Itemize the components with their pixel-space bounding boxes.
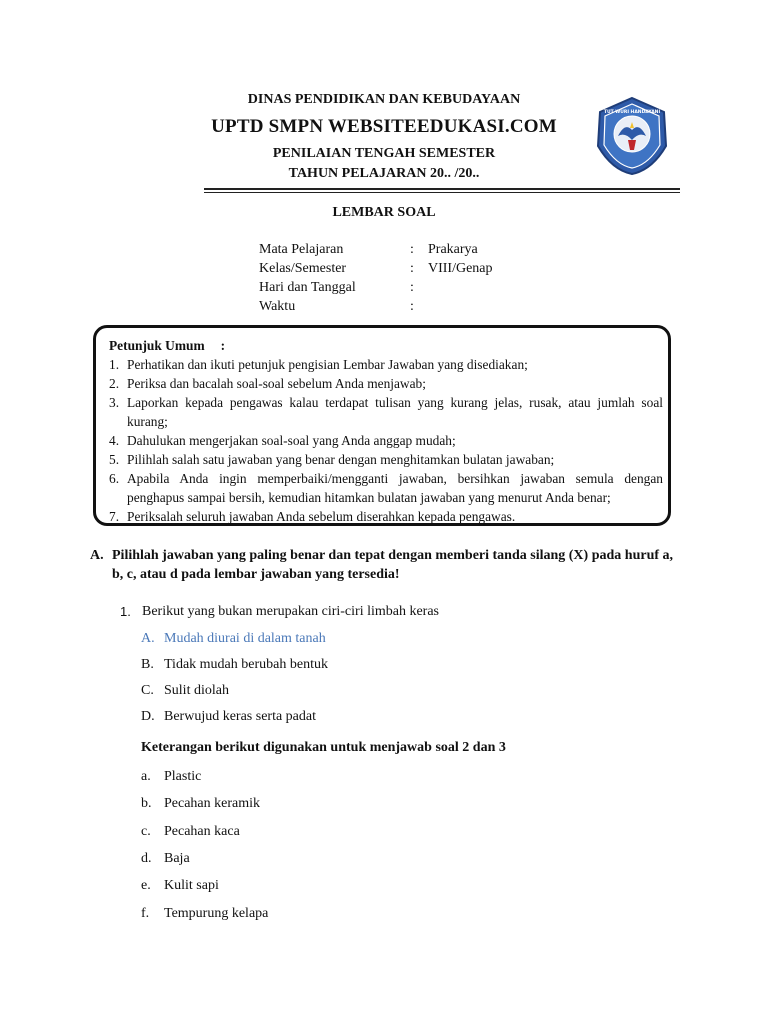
instruction-number: 7. [109, 509, 120, 524]
instruction-item [109, 374, 663, 393]
instructions-list [109, 355, 663, 526]
item-label: e. [141, 878, 151, 893]
header-rule-thick [204, 188, 680, 190]
instruction-item [109, 507, 663, 526]
instruction-text: Periksa dan bacalah soal-soal sebelum Anda menjawab; [127, 376, 426, 391]
info-label: Mata Pelajaran [259, 242, 344, 257]
instruction-item [109, 355, 663, 374]
info-colon: : [410, 280, 414, 295]
item-label: c. [141, 824, 151, 839]
tut-wuri-handayani-logo [592, 96, 672, 176]
instructions-box [93, 325, 671, 526]
question-number: 1. [120, 604, 131, 619]
instruction-item [109, 393, 663, 431]
item-label: b. [141, 796, 152, 811]
sheet-title: LEMBAR SOAL [332, 205, 436, 220]
instruction-text: Dahulukan mengerjakan soal-soal yang Anda anggap mudah; [127, 433, 456, 448]
instruction-text: Pilihlah salah satu jawaban yang benar dengan menghitamkan bulatan jawaban; [127, 452, 555, 467]
info-value: Prakarya [428, 242, 478, 257]
instruction-number: 3. [109, 395, 120, 410]
academic-year: TAHUN PELAJARAN 20.. /20.. [288, 166, 480, 181]
header-rule-thin [204, 192, 680, 193]
instruction-number: 6. [109, 471, 120, 486]
option-text: Sulit diolah [164, 683, 229, 698]
instruction-number: 4. [109, 433, 120, 448]
section-instruction: Pilihlah jawaban yang paling benar dan tepat dengan memberi tanda silang (X) pada huruf a, b, c, atau d pada lembar jawaban yang tersedia! [112, 548, 674, 582]
item-text: Tempurung kelapa [164, 906, 269, 921]
info-colon: : [410, 242, 414, 257]
info-label: Hari dan Tanggal [259, 280, 356, 295]
instructions-title-text: Petunjuk Umum [109, 338, 205, 353]
item-label: f. [141, 906, 150, 921]
info-label: Waktu [259, 299, 296, 314]
instruction-text: Perhatikan dan ikuti petunjuk pengisian Lembar Jawaban yang disediakan; [127, 357, 528, 372]
instruction-number: 2. [109, 376, 120, 391]
instruction-item [109, 431, 663, 450]
option-text: Berwujud keras serta padat [164, 709, 316, 724]
item-text: Kulit sapi [164, 878, 219, 893]
option-text: Tidak mudah berubah bentuk [164, 657, 328, 672]
option-label: D. [141, 709, 155, 724]
item-label: a. [141, 769, 151, 784]
option-text: Mudah diurai di dalam tanah [164, 631, 326, 646]
exam-title: PENILAIAN TENGAH SEMESTER [272, 146, 496, 161]
instructions-title [109, 336, 663, 355]
info-colon: : [410, 299, 414, 314]
item-text: Pecahan kaca [164, 824, 240, 839]
instruction-item [109, 450, 663, 469]
info-value: VIII/Genap [428, 261, 493, 276]
school-name: UPTD SMPN WEBSITEEDUKASI.COM [211, 116, 557, 137]
agency-name: DINAS PENDIDIKAN DAN KEBUDAYAAN [247, 92, 521, 107]
instruction-text: Periksalah seluruh jawaban Anda sebelum diserahkan kepada pengawas. [127, 509, 516, 524]
item-label: d. [141, 851, 152, 866]
instruction-item [109, 469, 663, 507]
instruction-number: 5. [109, 452, 120, 467]
instruction-number: 1. [109, 357, 120, 372]
item-text: Pecahan keramik [164, 796, 261, 811]
info-colon: : [410, 261, 414, 276]
instruction-text: Laporkan kepada pengawas kalau terdapat tulisan yang kurang jelas, rusak, atau jumlah soal kurang; [127, 395, 663, 429]
instructions-title-colon: : [220, 338, 226, 353]
instruction-text: Apabila Anda ingin memperbaiki/mengganti jawaban, bersihkan jawaban semula dengan penghapus sampai bersih, kemudian hitamkan bulatan jawaban yang menurut Anda benar; [127, 471, 663, 505]
item-text: Baja [164, 851, 190, 866]
logo-motto: TUT WURI HANDAYANI [603, 110, 661, 115]
item-text: Plastic [164, 769, 202, 784]
option-label: B. [141, 657, 154, 672]
reference-heading: Keterangan berikut digunakan untuk menjawab soal 2 dan 3 [141, 740, 506, 755]
question-text: Berikut yang bukan merupakan ciri-ciri limbah keras [142, 604, 440, 619]
option-label: A. [141, 631, 155, 646]
option-label: C. [141, 683, 154, 698]
info-label: Kelas/Semester [259, 261, 347, 276]
section-letter: A. [90, 548, 104, 563]
